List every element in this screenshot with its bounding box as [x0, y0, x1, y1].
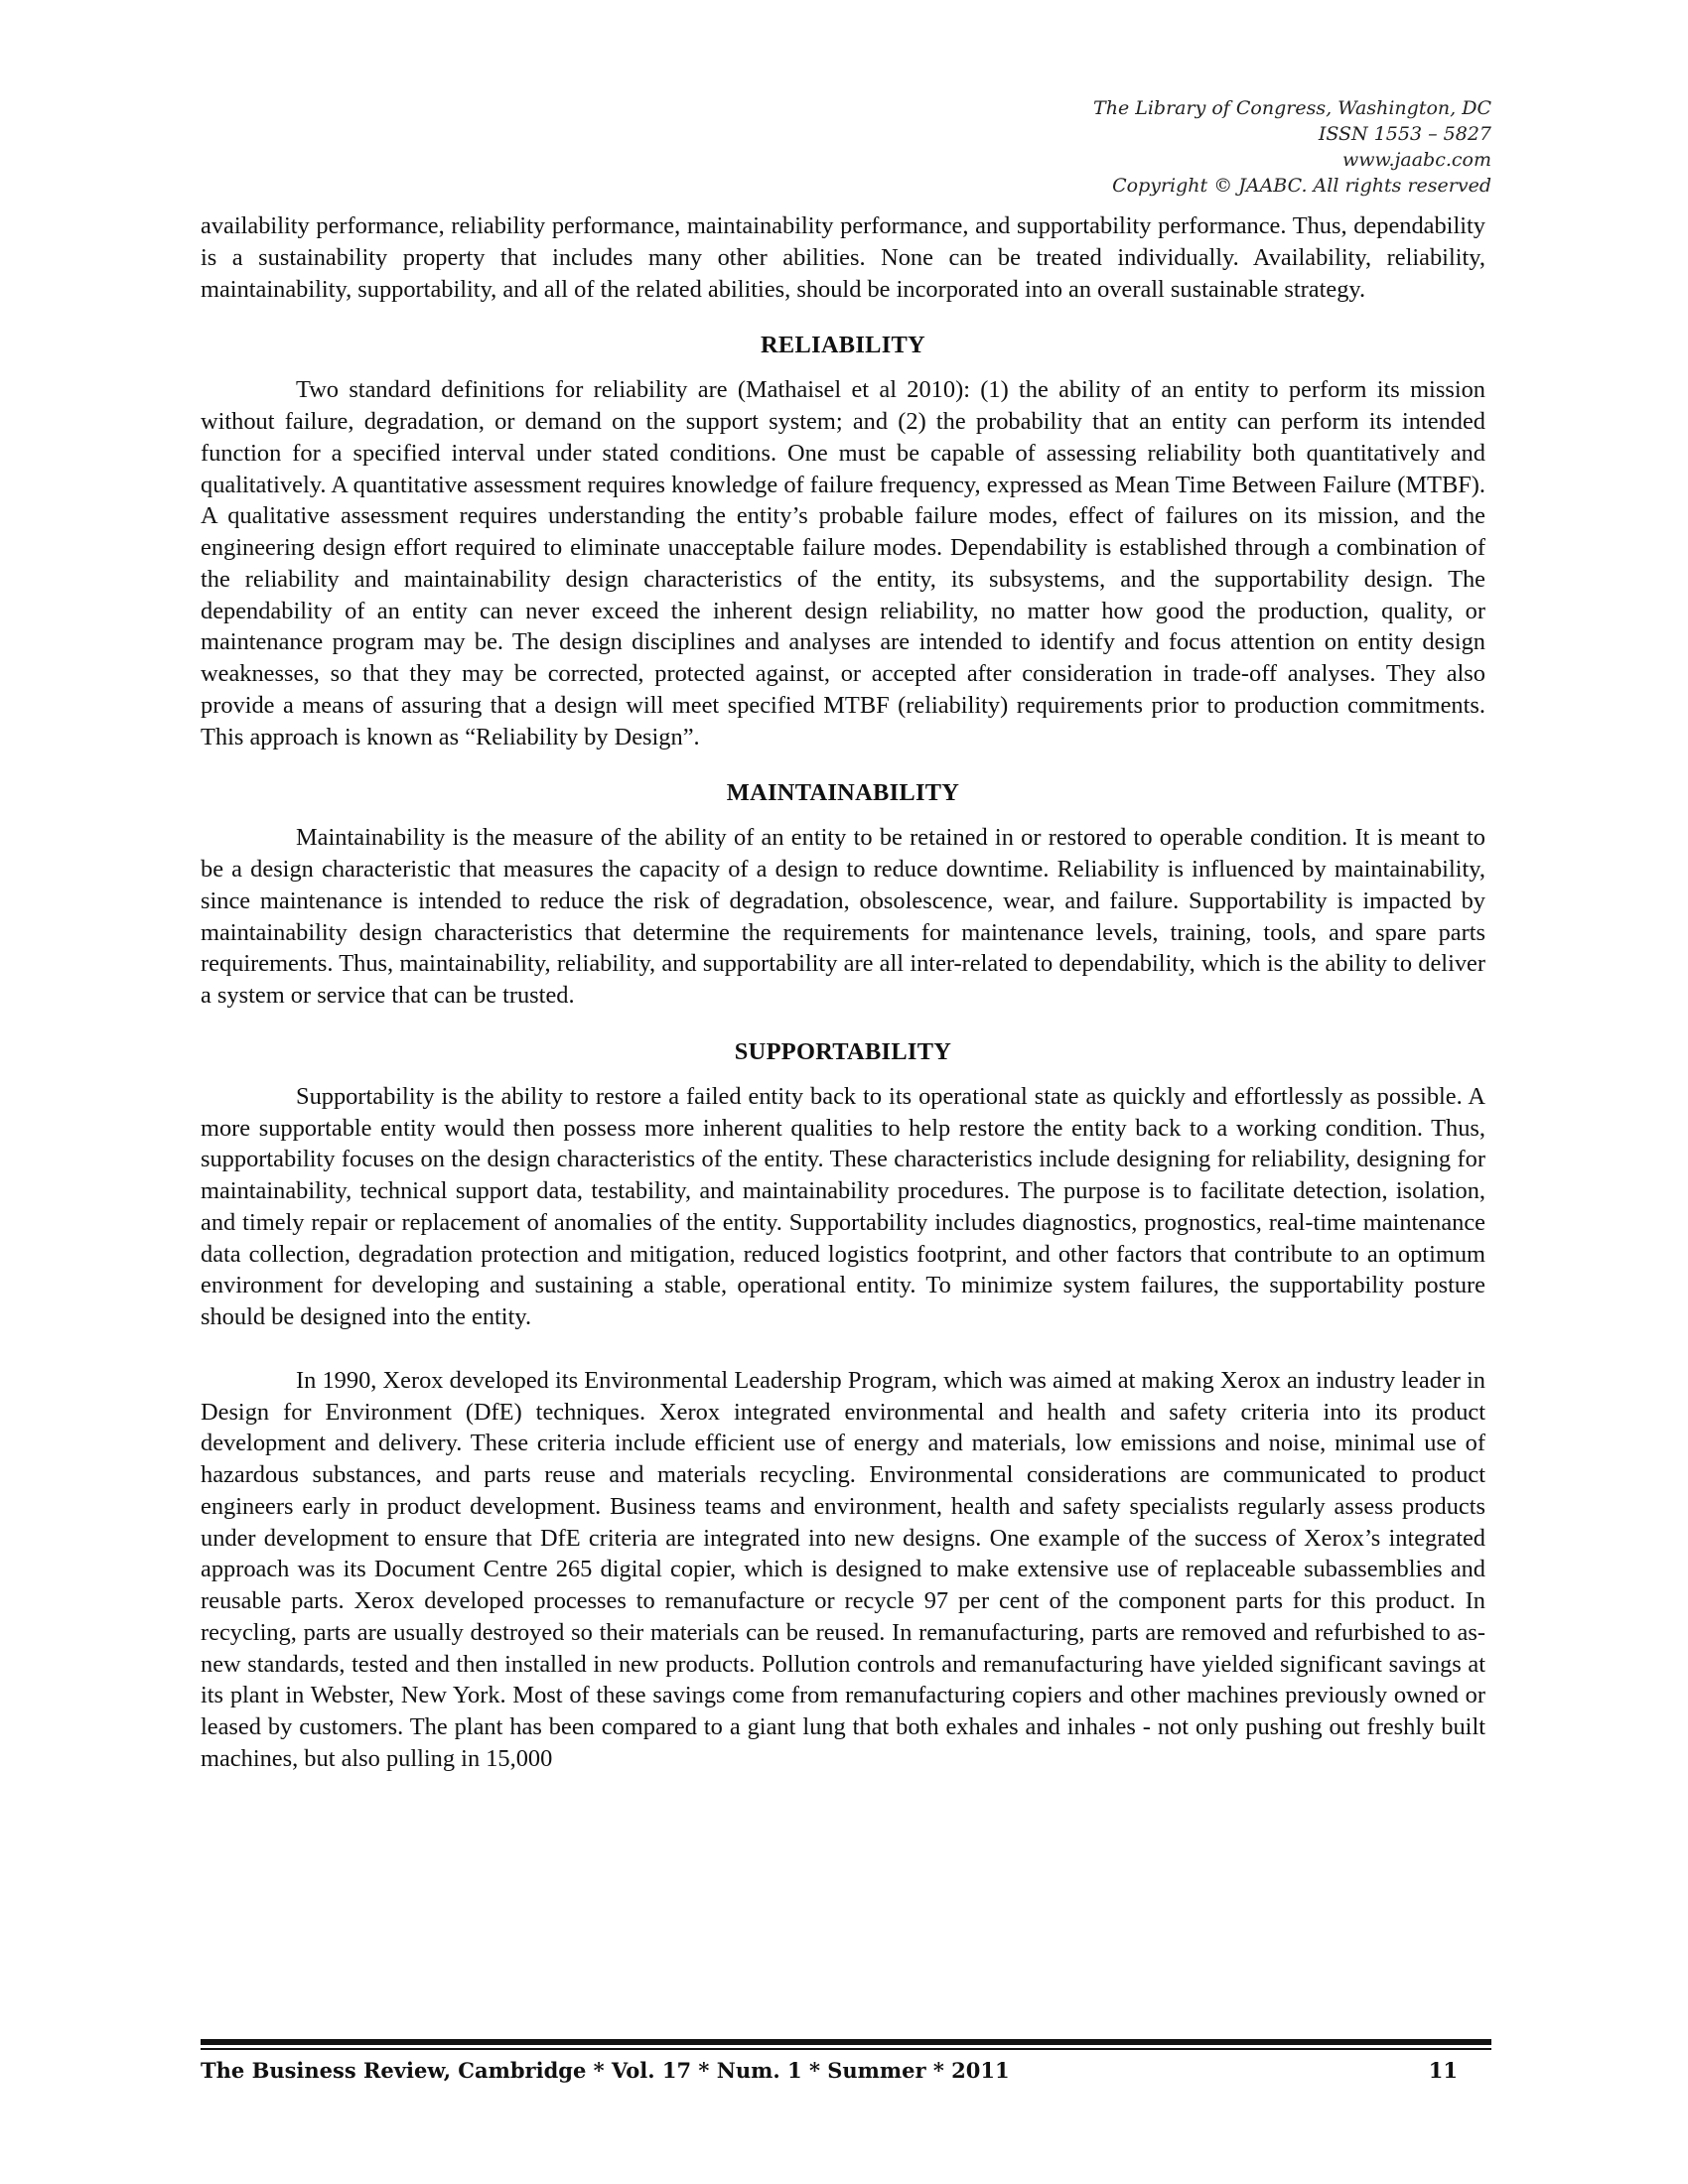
- page-number: 11: [1428, 2058, 1458, 2083]
- footer-rule-thin: [201, 2048, 1491, 2050]
- supportability-paragraph: Supportability is the ability to restore a failed entity back to its operational state as quickly and effortlessly as possible. A more supportable entity would then possess more inherent qualities to help restore the entity back to a working condition. Thus, supportability focuses on the design characteristics of the entity. These characteristics include designing for reliability, designing for maintainability, technical support data, testability, and maintainability procedures. The purpose is to facilitate detection, isolation, and timely repair or replacement of anomalies of the entity. Supportability includes diagnostics, prognostics, real-time maintenance data collection, degradation protection and mitigation, reduced logistics footprint, and other factors that contribute to an optimum environment for developing and sustaining a stable, operational entity. To minimize system failures, the supportability posture should be designed into the entity.: [201, 1082, 1485, 1330]
- header-library-line: The Library of Congress, Washington, DC: [1093, 97, 1491, 119]
- reliability-paragraph: Two standard definitions for reliability are (Mathaisel et al 2010): (1) the ability of an entity to perform its mission without failure, degradation, or demand on the support system; and (2) the probability that an entity can perform its intended function for a specified interval under stated conditions. One must be capable of assessing reliability both quantitatively and qualitatively. A quantitative assessment requires knowledge of failure frequency, expressed as Mean Time Between Failure (MTBF). A qualitative assessment requires understanding the entity’s probable failure modes, effect of failures on its mission, and the engineering design effort required to eliminate unacceptable failure modes. Dependability is established through a combination of the reliability and maintainability design characteristics of the entity, its subsystems, and the supportability design. The dependability of an entity can never exceed the inherent design reliability, no matter how good the production, quality, or maintenance program may be. The design disciplines and analyses are intended to identify and focus attention on entity design weaknesses, so that they may be corrected, protected against, or accepted after consideration in trade-off analyses. They also provide a means of assuring that a design will meet specified MTBF (reliability) requirements prior to production commitments. This approach is known as “Reliability by Design”.: [201, 376, 1485, 751]
- header-website-line: www.jaabc.com: [1341, 149, 1491, 171]
- maintainability-heading: MAINTAINABILITY: [726, 779, 960, 807]
- intro-paragraph: availability performance, reliability performance, maintainability performance, and supportability performance. Thus, dependability is a sustainability property that includes many other abilities. None can be treated individually. Availability, reliability, maintainability, supportability, and all of the related abilities, should be incorporated into an overall sustainable strategy.: [201, 212, 1485, 303]
- footer-rule-thick: [201, 2039, 1491, 2045]
- supportability-heading: SUPPORTABILITY: [734, 1037, 952, 1065]
- reliability-heading: RELIABILITY: [761, 332, 925, 359]
- header-copyright-line: Copyright © JAABC. All rights reserved: [1112, 175, 1491, 197]
- maintainability-paragraph: Maintainability is the measure of the ability of an entity to be retained in or restored to operable condition. It is meant to be a design characteristic that measures the capacity of a design to reduce downtime. Reliability is influenced by maintainability, since maintenance is intended to reduce the risk of degradation, obsolescence, wear, and failure. Supportability is impacted by maintainability design characteristics that determine the requirements for maintenance levels, training, tools, and spare parts requirements. Thus, maintainability, reliability, and supportability are all inter-related to dependability, which is the ability to deliver a system or service that can be trusted.: [201, 824, 1485, 1009]
- running-header: [896, 95, 1491, 199]
- article-body: [201, 210, 1485, 1775]
- footer-journal-citation: The Business Review, Cambridge * Vol. 17 * Num. 1 * Summer * 2011: [201, 2058, 1010, 2083]
- xerox-paragraph: In 1990, Xerox developed its Environmental Leadership Program, which was aimed at making Xerox an industry leader in Design for Environment (DfE) techniques. Xerox integrated environmental and health and safety criteria into its product development and delivery. These criteria include efficient use of energy and materials, low emissions and noise, minimal use of hazardous substances, and parts reuse and materials recycling. Environmental considerations are communicated to product engineers early in product development. Business teams and environment, health and safety specialists regularly assess products under development to ensure that DfE criteria are integrated into new designs. One example of the success of Xerox’s integrated approach was its Document Centre 265 digital copier, which is designed to make extensive use of replaceable subassemblies and reusable parts. Xerox developed processes to remanufacture or recycle 97 per cent of the component parts for this product. In recycling, parts are usually destroyed so their materials can be reused. In remanufacturing, parts are removed and refurbished to as-new standards, tested and then installed in new products. Pollution controls and remanufacturing have yielded significant savings at its plant in Webster, New York. Most of these savings come from remanufacturing copiers and other machines previously owned or leased by customers. The plant has been compared to a giant lung that both exhales and inhales - not only pushing out freshly built machines, but also pulling in 15,000: [201, 1366, 1485, 1772]
- header-issn-line: ISSN 1553 – 5827: [1318, 123, 1491, 145]
